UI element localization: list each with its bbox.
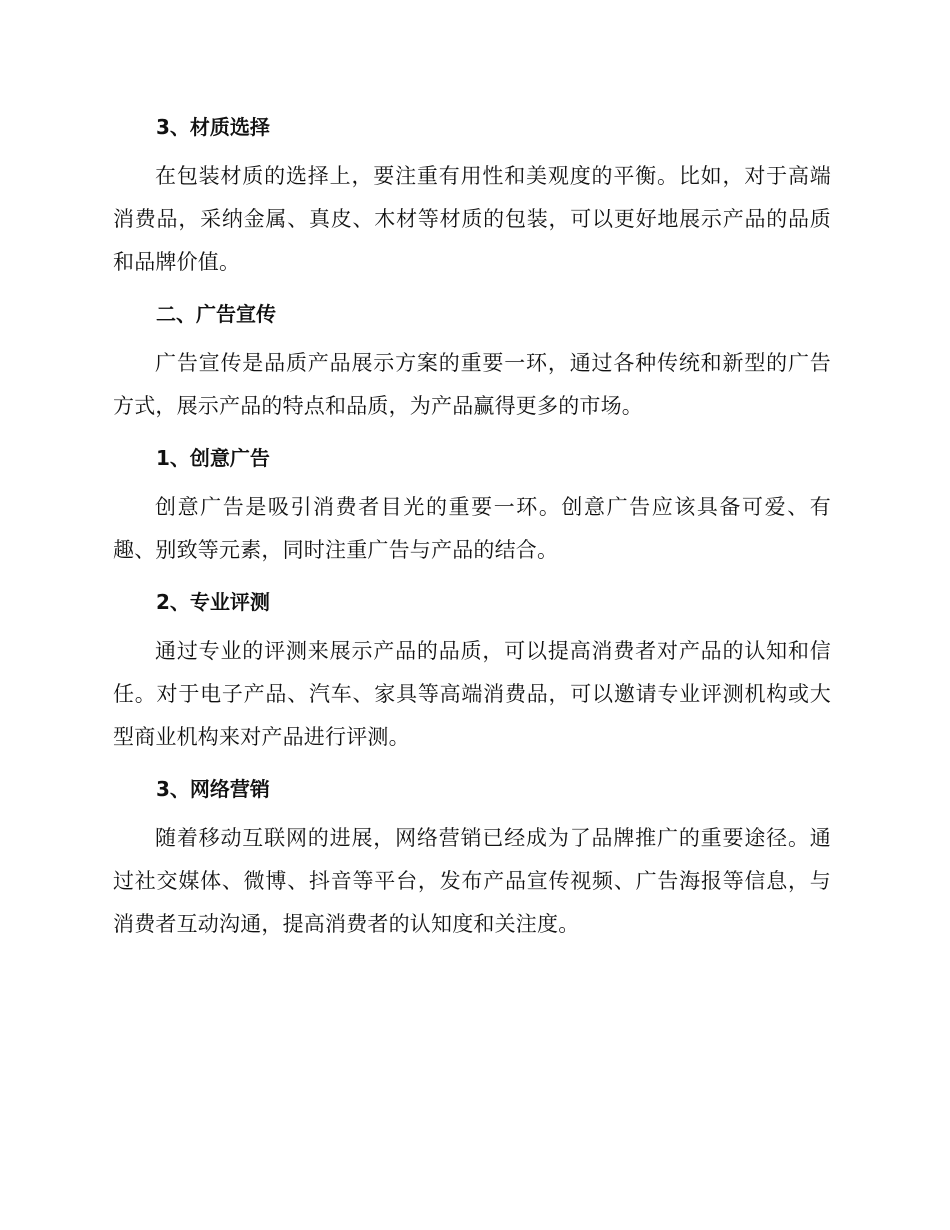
paragraph-professional-review: 通过专业的评测来展示产品的品质，可以提高消费者对产品的认知和信任。对于电子产品、汽车、家具等高端消费品，可以邀请专业评测机构或大型商业机构来对产品进行评测。 [113,639,831,749]
document-body [113,105,831,954]
section-heading-online-marketing: 3、网络营销 [156,777,270,801]
paragraph-creative-ads: 创意广告是吸引消费者目光的重要一环。创意广告应该具备可爱、有趣、别致等元素，同时注重广告与产品的结合。 [113,495,831,562]
paragraph-online-marketing: 随着移动互联网的进展，网络营销已经成为了品牌推广的重要途径。通过社交媒体、微博、抖音等平台，发布产品宣传视频、广告海报等信息，与消费者互动沟通，提高消费者的认知度和关注度。 [113,826,831,936]
section-heading-professional-review: 2、专业评测 [156,590,270,614]
paragraph-advertising: 广告宣传是品质产品展示方案的重要一环，通过各种传统和新型的广告方式，展示产品的特点和品质，为产品赢得更多的市场。 [113,351,831,418]
section-heading-advertising: 二、广告宣传 [156,302,276,326]
section-heading-creative-ads: 1、创意广告 [156,446,270,470]
paragraph-material: 在包装材质的选择上，要注重有用性和美观度的平衡。比如，对于高端消费品，采纳金属、真皮、木材等材质的包装，可以更好地展示产品的品质和品牌价值。 [113,164,831,274]
section-heading-material: 3、材质选择 [156,115,270,139]
